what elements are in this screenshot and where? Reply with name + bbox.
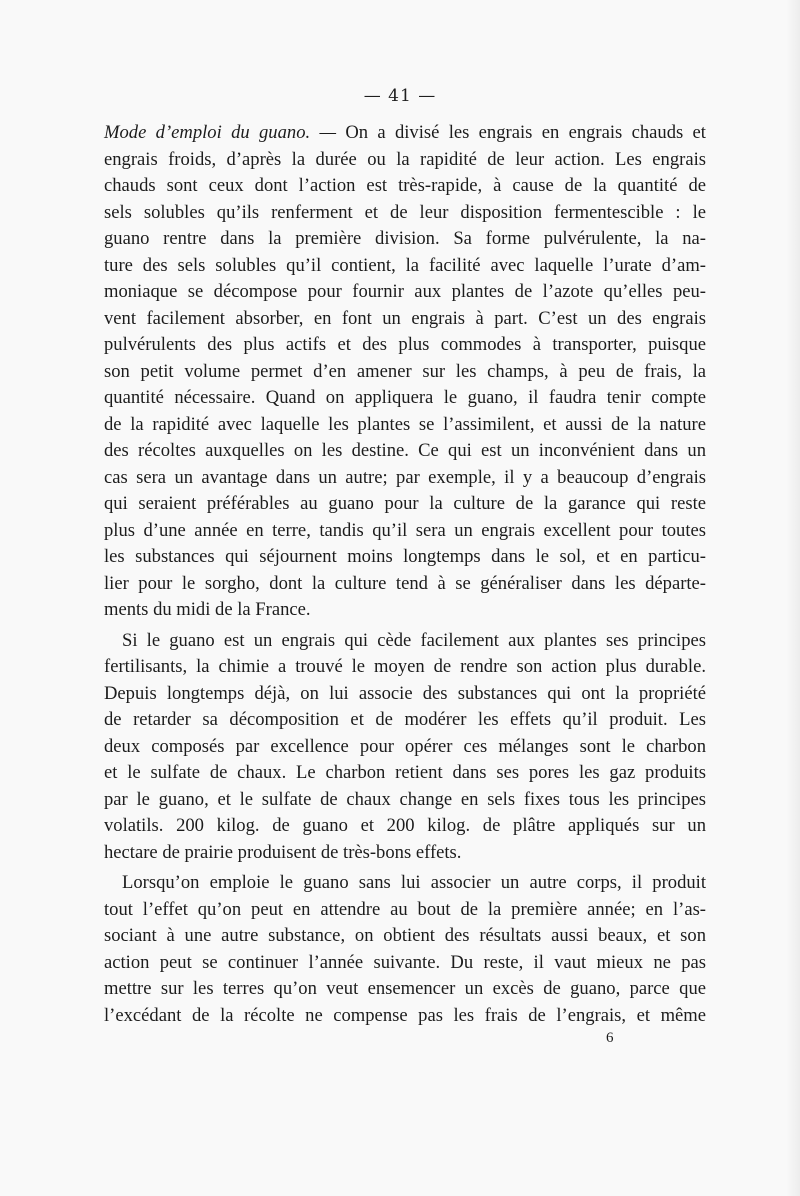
text-line: l’excédant de la récolte ne compense pas les frais de l’engrais, et même	[104, 1004, 706, 1026]
text-line: quantité nécessaire. Quand on appliquera le guano, il faudra tenir compte	[104, 387, 706, 408]
text-line: de la rapidité avec laquelle les plantes se l’assimilent, et aussi de la nature	[104, 413, 706, 435]
page-number: — 41 —	[363, 86, 437, 106]
section-heading: Mode d’emploi du guano. —	[104, 122, 336, 143]
text-line: guano rentre dans la première division. Sa forme pulvérulente, la na-	[104, 228, 706, 249]
text-line: hectare de prairie produisent de très-bons effets.	[104, 841, 462, 863]
text-line: Depuis longtemps déjà, on lui associe des substances qui ont la propriété	[104, 682, 706, 704]
text-line: tout l’effet qu’on peut en attendre au bout de la première année; en l’as-	[104, 898, 706, 920]
text-line: sels solubles qu’ils renferment et de leur disposition fermentescible : le	[104, 201, 706, 223]
text-line: qui seraient préférables au guano pour la culture de la garance qui reste	[104, 493, 706, 514]
text-line-content: On a divisé les engrais en engrais chauds et	[345, 122, 706, 143]
text-line: cas sera un avantage dans un autre; par exemple, il y a beaucoup d’engrais	[104, 466, 706, 488]
text-line	[104, 120, 706, 147]
text-line: son petit volume permet d’en amener sur les champs, à peu de frais, la	[104, 360, 706, 382]
text-line: ture des sels solubles qu’il contient, la facilité avec laquelle l’urate d’am-	[104, 254, 706, 276]
text-line: moniaque se décompose pour fournir aux plantes de l’azote qu’elles peu-	[104, 281, 706, 302]
text-line: volatils. 200 kilog. de guano et 200 kilog. de plâtre appliqués sur un	[104, 815, 706, 836]
text-line: mettre sur les terres qu’on veut ensemencer un excès de guano, parce que	[104, 978, 706, 999]
text-line: Lorsqu’on emploie le guano sans lui associer un autre corps, il produit	[122, 872, 706, 893]
text-line: de retarder sa décomposition et de modérer les effets qu’il produit. Les	[104, 709, 706, 730]
text-line: et le sulfate de chaux. Le charbon retient dans ses pores les gaz produits	[104, 762, 706, 783]
body-text	[104, 120, 706, 1029]
signature-mark: 6	[606, 1030, 614, 1046]
text-line: ments du midi de la France.	[104, 599, 311, 620]
page-edge-shadow	[786, 0, 800, 1196]
text-line: deux composés par excellence pour opérer ces mélanges sont le charbon	[104, 735, 706, 757]
text-line: les substances qui séjournent moins longtemps dans le sol, et en particu-	[104, 546, 706, 567]
text-line: action peut se continuer l’année suivante. Du reste, il vaut mieux ne pas	[104, 951, 706, 973]
text-line: chauds sont ceux dont l’action est très-rapide, à cause de la quantité de	[104, 175, 706, 196]
text-line: engrais froids, d’après la durée ou la rapidité de leur action. Les engrais	[104, 148, 706, 170]
text-line: vent facilement absorber, en font un engrais à part. C’est un des engrais	[104, 307, 706, 329]
text-line: des récoltes auxquelles on les destine. Ce qui est un inconvénient dans un	[104, 440, 706, 461]
text-line: fertilisants, la chimie a trouvé le moyen de rendre son action plus durable.	[104, 656, 706, 677]
text-line: Si le guano est un engrais qui cède facilement aux plantes ses principes	[122, 629, 706, 651]
text-line: plus d’une année en terre, tandis qu’il sera un engrais excellent pour toutes	[104, 519, 706, 541]
text-line: par le guano, et le sulfate de chaux change en sels fixes tous les principes	[104, 788, 706, 810]
text-line: lier pour le sorgho, dont la culture tend à se généraliser dans les départe-	[104, 572, 706, 594]
text-line: pulvérulents des plus actifs et des plus commodes à transporter, puisque	[104, 334, 706, 355]
text-line: sociant à une autre substance, on obtient des résultats aussi beaux, et son	[104, 925, 706, 946]
